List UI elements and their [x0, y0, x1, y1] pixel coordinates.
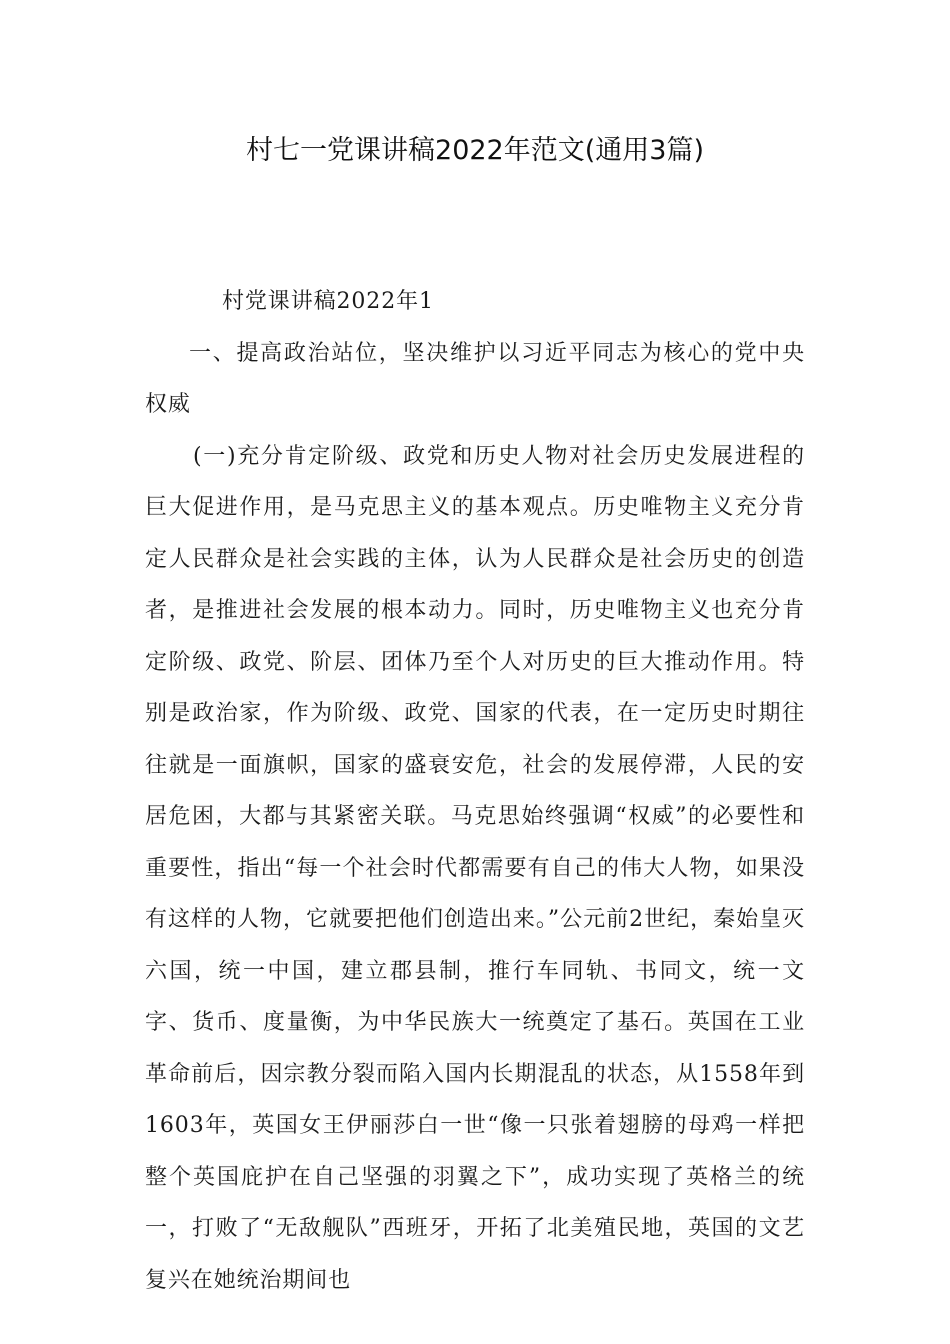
- body-paragraph: (一)充分肯定阶级、政党和历史人物对社会历史发展进程的巨大促进作用，是马克思主义的基本观点。历史唯物主义充分肯定人民群众是社会实践的主体，认为人民群众是社会历史的创造者，是推进社会发展的根本动力。同时，历史唯物主义也充分肯定阶级、政党、阶层、团体乃至个人对历史的巨大推动作用。特别是政治家，作为阶级、政党、国家的代表，在一定历史时期往往就是一面旗帜，国家的盛衰安危，社会的发展停滞，人民的安居危困，大都与其紧密关联。马克思始终强调“权威”的必要性和重要性，指出“每一个社会时代都需要有自己的伟大人物，如果没有这样的人物，它就要把他们创造出来。”公元前2世纪，秦始皇灭六国，统一中国，建立郡县制，推行车同轨、书同文，统一文字、货币、度量衡，为中华民族大一统奠定了基石。英国在工业革命前后，因宗教分裂而陷入国内长期混乱的状态，从1558年到1603年，英国女王伊丽莎白一世“像一只张着翅膀的母鸡一样把整个英国庇护在自己坚强的羽翼之下”，成功实现了英格兰的统一，打败了“无敌舰队”西班牙，开拓了北美殖民地，英国的文艺复兴在她统治期间也: [145, 443, 805, 1293]
- section-heading: 一、提高政治站位，坚决维护以习近平同志为核心的党中央权威: [145, 340, 805, 417]
- section-subtitle: 村党课讲稿2022年1: [222, 289, 434, 314]
- document-title: 村七一党课讲稿2022年范文(通用3篇): [246, 135, 704, 166]
- document-body: [145, 276, 805, 1306]
